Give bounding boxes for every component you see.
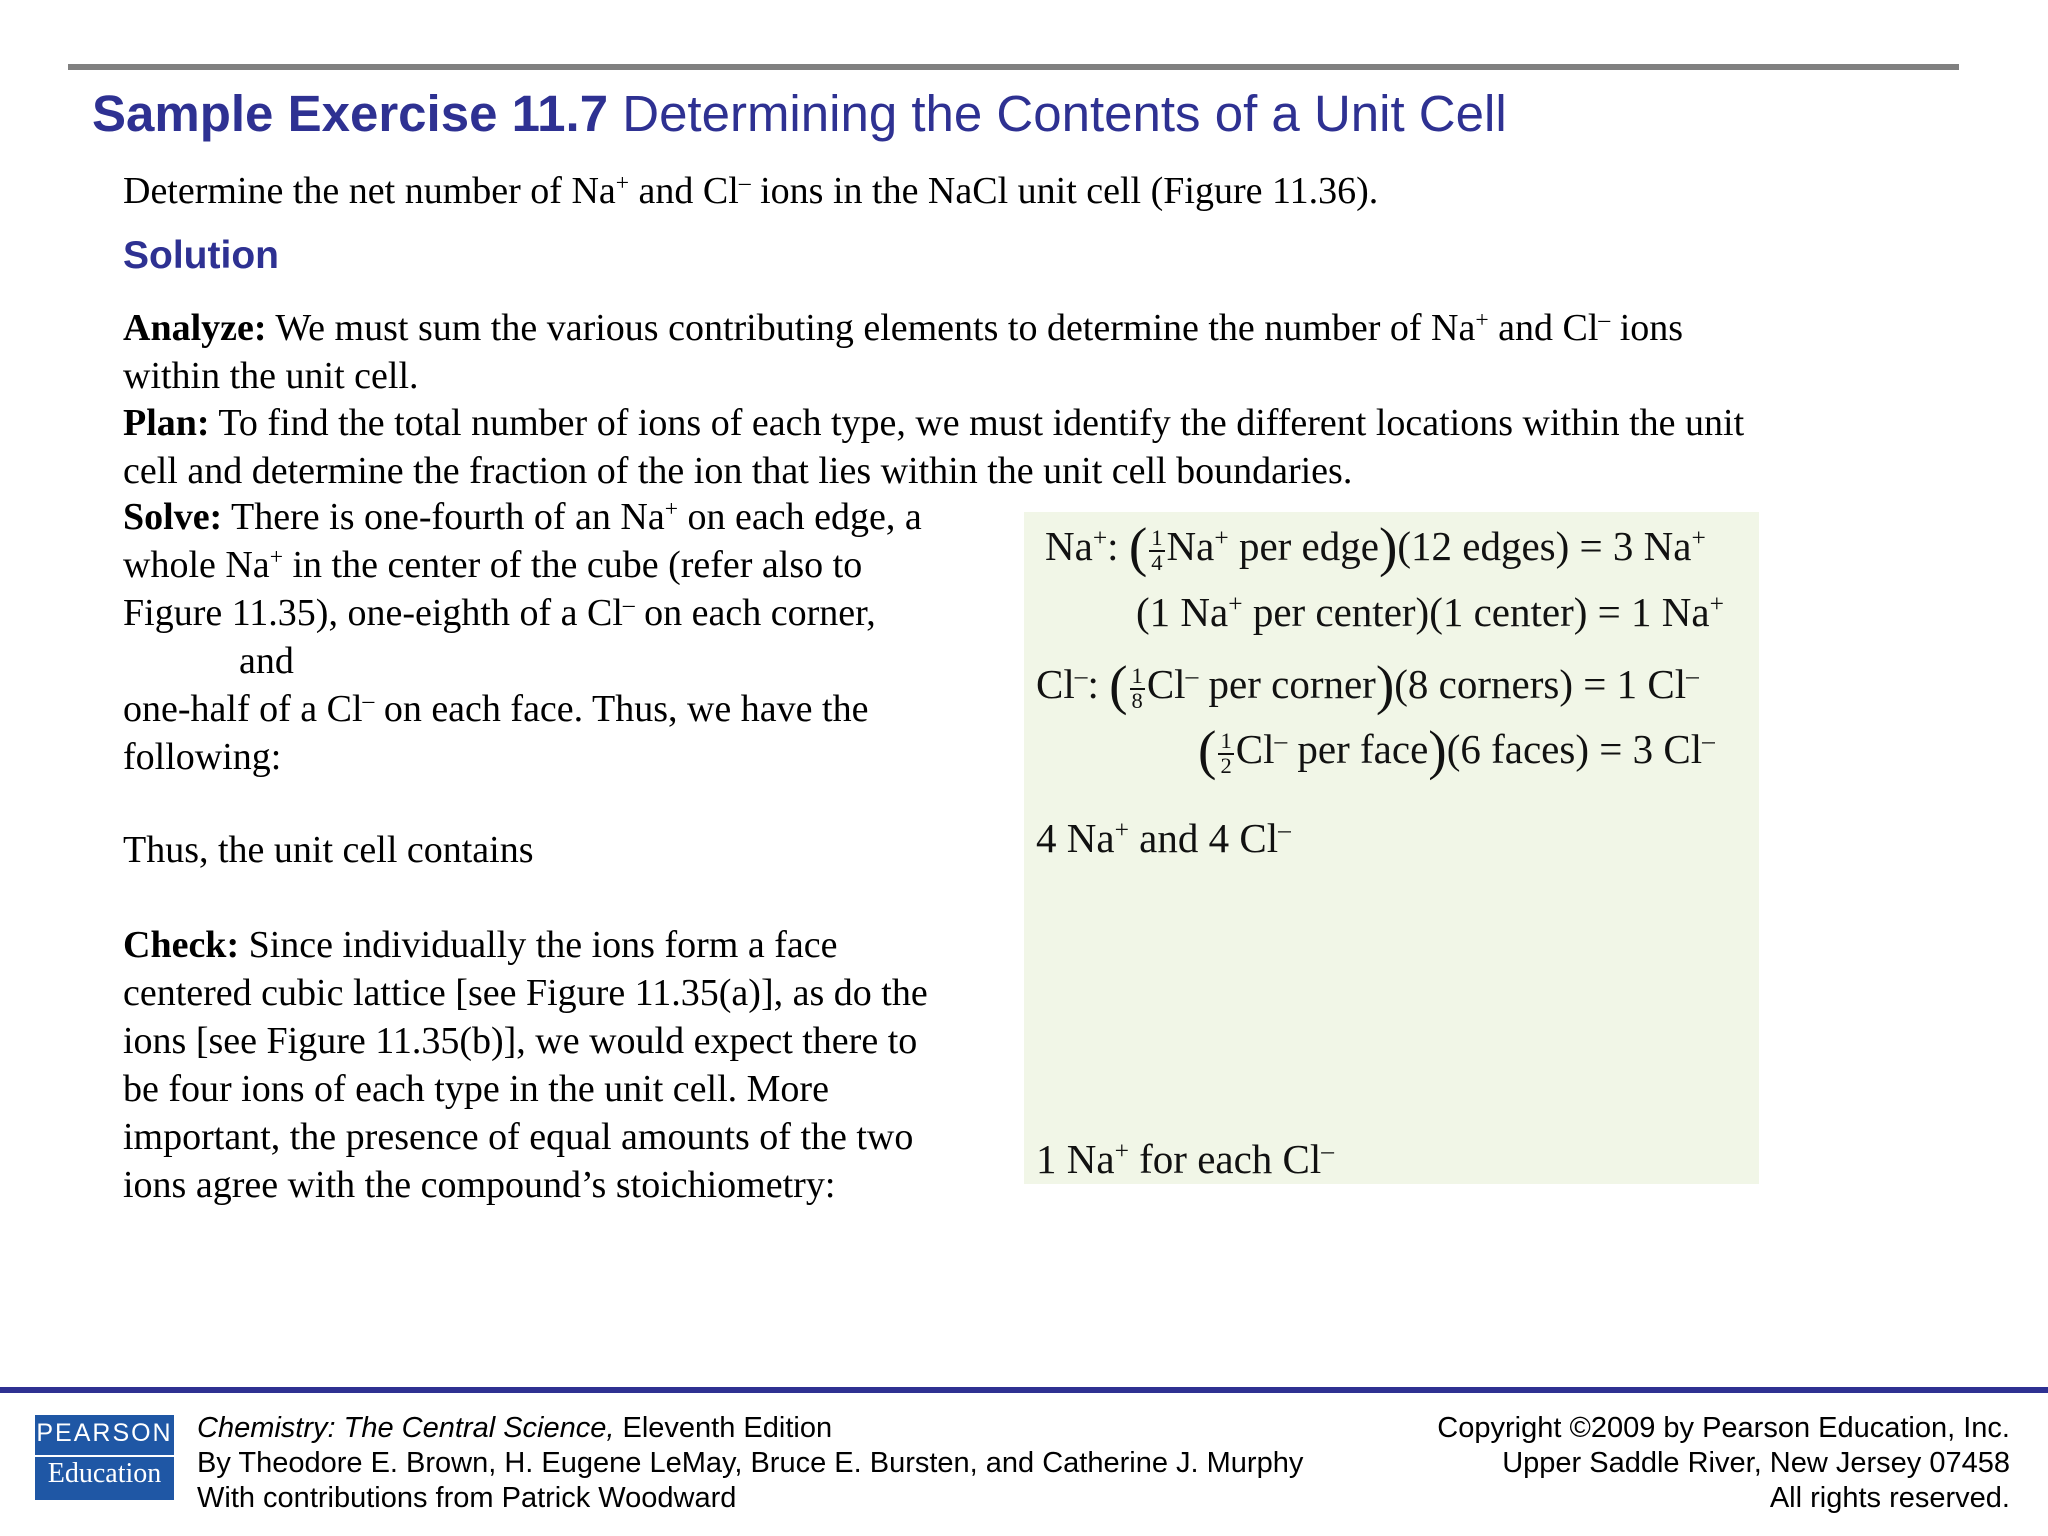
contains-text: Thus, the unit cell contains bbox=[123, 829, 534, 871]
check-paragraph: Check: Since individually the ions form a face centered cubic lattice [see Figure 11.35(a)], as do the ions [see Figure 11.35(b)], we would expect there to be four ions of each type in the unit cell. More important, the presence of equal amounts of the two ions agree with the compound’s stoichiometry: bbox=[123, 924, 928, 1206]
book-contributors: With contributions from Patrick Woodward bbox=[197, 1482, 737, 1514]
exercise-title: Determining the Contents of a Unit Cell bbox=[622, 85, 1507, 142]
solution-heading: Solution bbox=[123, 234, 279, 277]
unit-cell-total: 4 Na+ and 4 Cl– bbox=[1036, 815, 1291, 861]
analyze-label: Analyze: bbox=[123, 307, 267, 349]
solve-label: Solve: bbox=[123, 496, 223, 538]
footer-divider bbox=[0, 1387, 2048, 1393]
na-center-equation: (1 Na+ per center)(1 center) = 1 Na+ bbox=[1136, 589, 1724, 635]
footer-citation: Chemistry: The Central Science, Eleventh Edition By Theodore E. Brown, H. Eugene LeMay, Bruce E. Bursten, and Catherine J. Murphy With contributions from Patrick Woodward bbox=[197, 1412, 1304, 1514]
stoichiometry-ratio: 1 Na+ for each Cl– bbox=[1036, 1136, 1334, 1182]
fraction-one-half: $\frac{1}{2}$ bbox=[1220, 728, 1232, 778]
analyze-paragraph: Analyze: We must sum the various contributing elements to determine the number of Na+ and Cl– ions within the unit cell. bbox=[123, 307, 1684, 397]
cl-face-equation: ( $\frac{1}{2}$ Cl– per face)(6 faces) = 3 Cl– bbox=[1198, 719, 1715, 781]
na-edge-equation: Na+: ( $\frac{1}{4}$ Na+ per edge)(12 edges) = 3 Na+ bbox=[1045, 516, 1706, 578]
check-label: Check: bbox=[123, 924, 240, 966]
book-authors: By Theodore E. Brown, H. Eugene LeMay, Bruce E. Bursten, and Catherine J. Murphy bbox=[197, 1447, 1304, 1479]
cl-corner-equation: Cl–: ( $\frac{1}{8}$ Cl– per corner)(8 corners) = 1 Cl– bbox=[1036, 654, 1699, 716]
solve-paragraph: Solve: There is one-fourth of an Na+ on each edge, a whole Na+ in the center of the cube (refer also to Figure 11.35), one-eighth of a Cl– on each corner, and one-half of a Cl– on each face. Thus, we have the following: bbox=[123, 496, 922, 778]
book-title: Chemistry: The Central Science, bbox=[197, 1412, 615, 1444]
plan-paragraph: Plan: To find the total number of ions of each type, we must identify the different locations within the unit cell and determine the fraction of the ion that lies within the unit cell boundaries. bbox=[123, 402, 1745, 492]
exercise-label: Sample Exercise 11.7 bbox=[92, 85, 609, 142]
footer-copyright: Copyright ©2009 by Pearson Education, Inc. Upper Saddle River, New Jersey 07458 All rights reserved. bbox=[1437, 1412, 2010, 1514]
pearson-logo: PEARSON Education bbox=[35, 1415, 174, 1500]
plan-label: Plan: bbox=[123, 402, 210, 444]
fraction-one-fourth: $\frac{1}{4}$ bbox=[1151, 525, 1163, 575]
fraction-one-eighth: $\frac{1}{8}$ bbox=[1131, 663, 1143, 713]
top-divider bbox=[68, 64, 1959, 70]
problem-statement: Determine the net number of Na+ and Cl– ions in the NaCl unit cell (Figure 11.36). bbox=[123, 170, 1379, 212]
page-title bbox=[92, 84, 1507, 143]
